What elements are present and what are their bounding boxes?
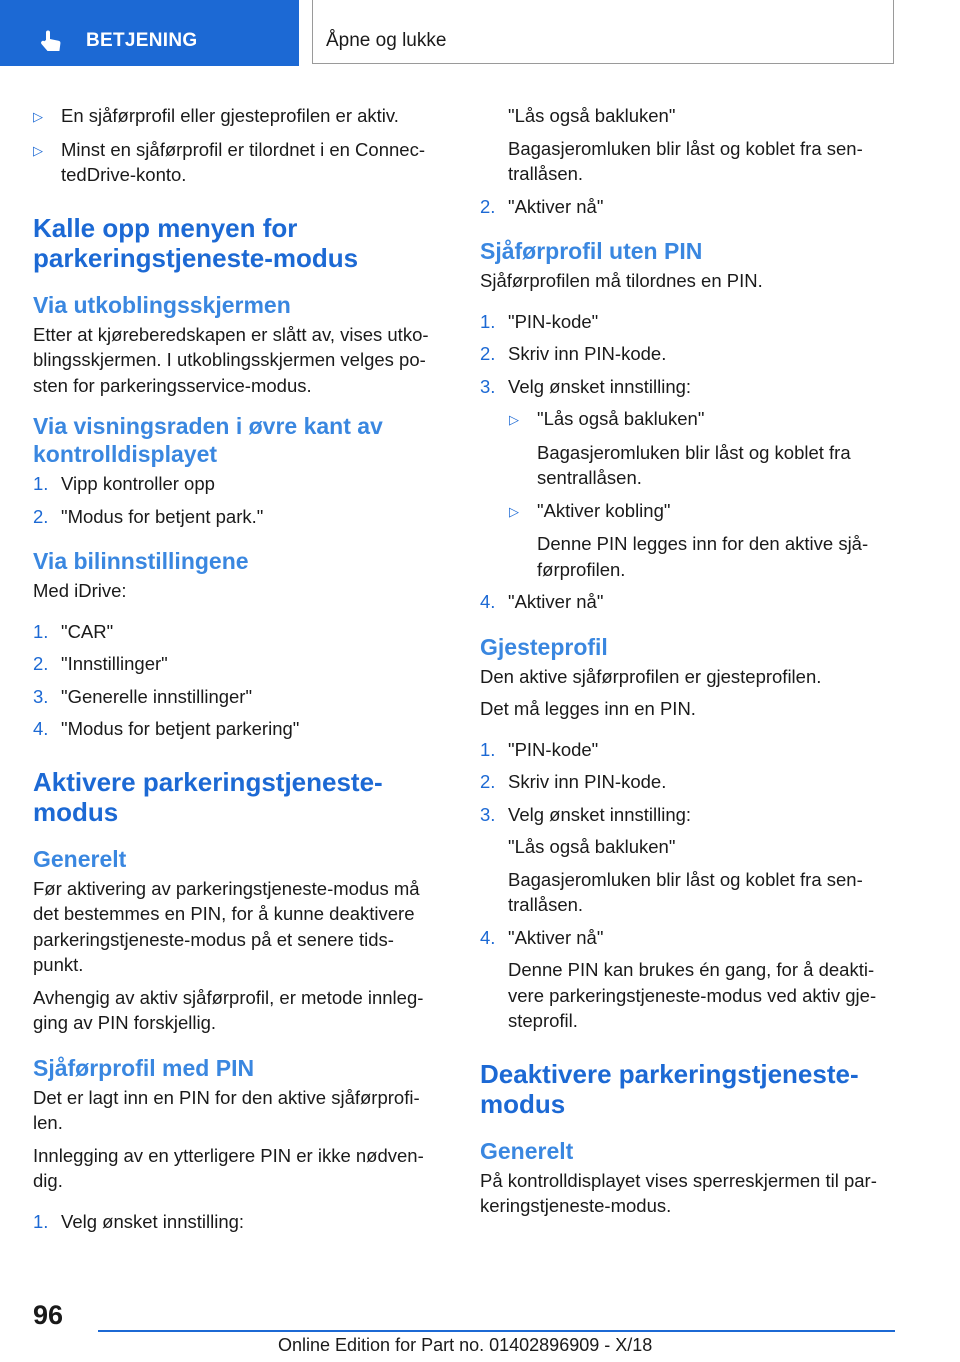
triangle-bullet-icon: ▷: [509, 503, 519, 519]
triangle-bullet-icon: ▷: [33, 109, 43, 124]
list-item: 2. "Aktiver nå": [480, 195, 604, 217]
paragraph: "Lås også bakluken": [508, 105, 676, 126]
heading-uten-pin: Sjåførprofil uten PIN: [480, 238, 703, 264]
chapter-title: Åpne og lukke: [326, 30, 447, 51]
footer-edition: Online Edition for Part no. 01402896909 - X/18: [278, 1335, 653, 1355]
list-item: 1. "PIN-kode": [480, 310, 599, 332]
footer-divider: [98, 1330, 895, 1332]
list-item: 1. "PIN-kode": [480, 738, 599, 760]
list-item: 3. "Generelle innstillinger": [33, 685, 253, 707]
list-item: 2. "Innstillinger": [33, 653, 168, 674]
heading-gjesteprofil: Gjesteprofil: [480, 633, 608, 660]
paragraph: Med iDrive:: [33, 580, 127, 601]
list-item: 1. Velg ønsket innstilling:: [33, 1210, 245, 1232]
list-item: ▷ Minst en sjåførprofil er tilordnet i en ConnectedDrive-konto.: [33, 137, 438, 188]
section-label: BETJENING: [86, 30, 198, 51]
paragraph: Etter at kjøreberedskapen er slått av, vises utkoblingsskjermen. I utkoblingsskjermen velges posten for parkeringsservice-modus.: [33, 323, 429, 396]
paragraph: Det er lagt inn en PIN for den aktive sjåførprofilen.: [33, 1086, 420, 1133]
heading-utkobling: Via utkoblingsskjermen: [33, 291, 291, 318]
sub-list-item: ▷ "Aktiver kobling": [480, 498, 895, 525]
right-column: [480, 103, 895, 1226]
heading-generelt: Generelt: [33, 845, 127, 872]
list-item: 4. "Modus for betjent parkering": [33, 718, 300, 739]
list-item: 2. Skriv inn PIN-kode.: [480, 343, 667, 364]
triangle-bullet-icon: ▷: [33, 142, 43, 158]
list-item: 1. "CAR": [33, 620, 114, 642]
heading-visningsraden: Via visningsraden i øvre kant av kontrolldisplayet: [33, 413, 383, 467]
heading-generelt-2: Generelt: [480, 1137, 574, 1164]
page-number: 96: [33, 1300, 64, 1330]
paragraph: Bagasjeromluken blir låst og koblet fra sentrallåsen.: [508, 137, 863, 184]
section-tab: [0, 0, 299, 66]
paragraph: Den aktive sjåførprofilen er gjesteprofilen.: [480, 665, 822, 687]
list-item: 2. "Modus for betjent park.": [33, 505, 264, 527]
left-column: [33, 103, 438, 1241]
paragraph: Denne PIN legges inn for den aktive sjåførprofilen.: [537, 533, 869, 580]
paragraph: Denne PIN kan brukes én gang, for å deaktivere parkeringstjeneste-modus ved aktiv gjesteprofil.: [508, 959, 877, 1031]
paragraph: Innlegging av en ytterligere PIN er ikke nødvendig.: [33, 1144, 424, 1191]
list-item: 2. Skriv inn PIN-kode.: [480, 771, 667, 792]
paragraph: På kontrolldisplayet vises sperreskjermen til parkeringstjeneste-modus.: [480, 1169, 877, 1216]
paragraph: Bagasjeromluken blir låst og koblet fra sentrallåsen.: [508, 868, 863, 915]
page-header: [0, 0, 960, 66]
paragraph: "Lås også bakluken": [508, 836, 676, 857]
heading-kalle-opp: Kalle opp menyen for parkeringstjeneste-modus: [33, 212, 359, 273]
triangle-bullet-icon: ▷: [509, 412, 519, 427]
list-item: ▷ En sjåførprofil eller gjesteprofilen er aktiv.: [33, 103, 438, 130]
heading-deaktivere: Deaktivere parkeringstjeneste-modus: [480, 1058, 859, 1119]
paragraph: Sjåførprofilen må tilordnes en PIN.: [480, 270, 763, 291]
paragraph: Før aktivering av parkeringstjeneste-modus må det bestemmes en PIN, for å kunne deaktivere parkeringstjeneste-modus på et senere tidspunkt.: [33, 877, 420, 975]
paragraph: Avhengig av aktiv sjåførprofil, er metode innlegging av PIN forskjellig.: [33, 986, 424, 1033]
heading-bilinnstillingene: Via bilinnstillingene: [33, 548, 249, 574]
list-item: 1. Vipp kontroller opp: [33, 473, 215, 494]
list-item: 3. Velg ønsket innstilling:: [480, 375, 692, 397]
paragraph: Bagasjeromluken blir låst og koblet fra sentrallåsen.: [537, 441, 851, 488]
list-item: 4. "Aktiver nå": [480, 591, 604, 612]
list-item: 3. Velg ønsket innstilling:: [480, 803, 692, 825]
heading-med-pin: Sjåførprofil med PIN: [33, 1054, 255, 1081]
chapter-box: [312, 0, 894, 64]
paragraph: Det må legges inn en PIN.: [480, 698, 696, 719]
heading-aktivere: Aktivere parkeringstjeneste-modus: [33, 766, 383, 827]
sub-list-item: ▷ "Lås også bakluken": [480, 406, 895, 433]
hand-pointer-icon: [38, 28, 64, 54]
list-item: 4. "Aktiver nå": [480, 926, 604, 948]
